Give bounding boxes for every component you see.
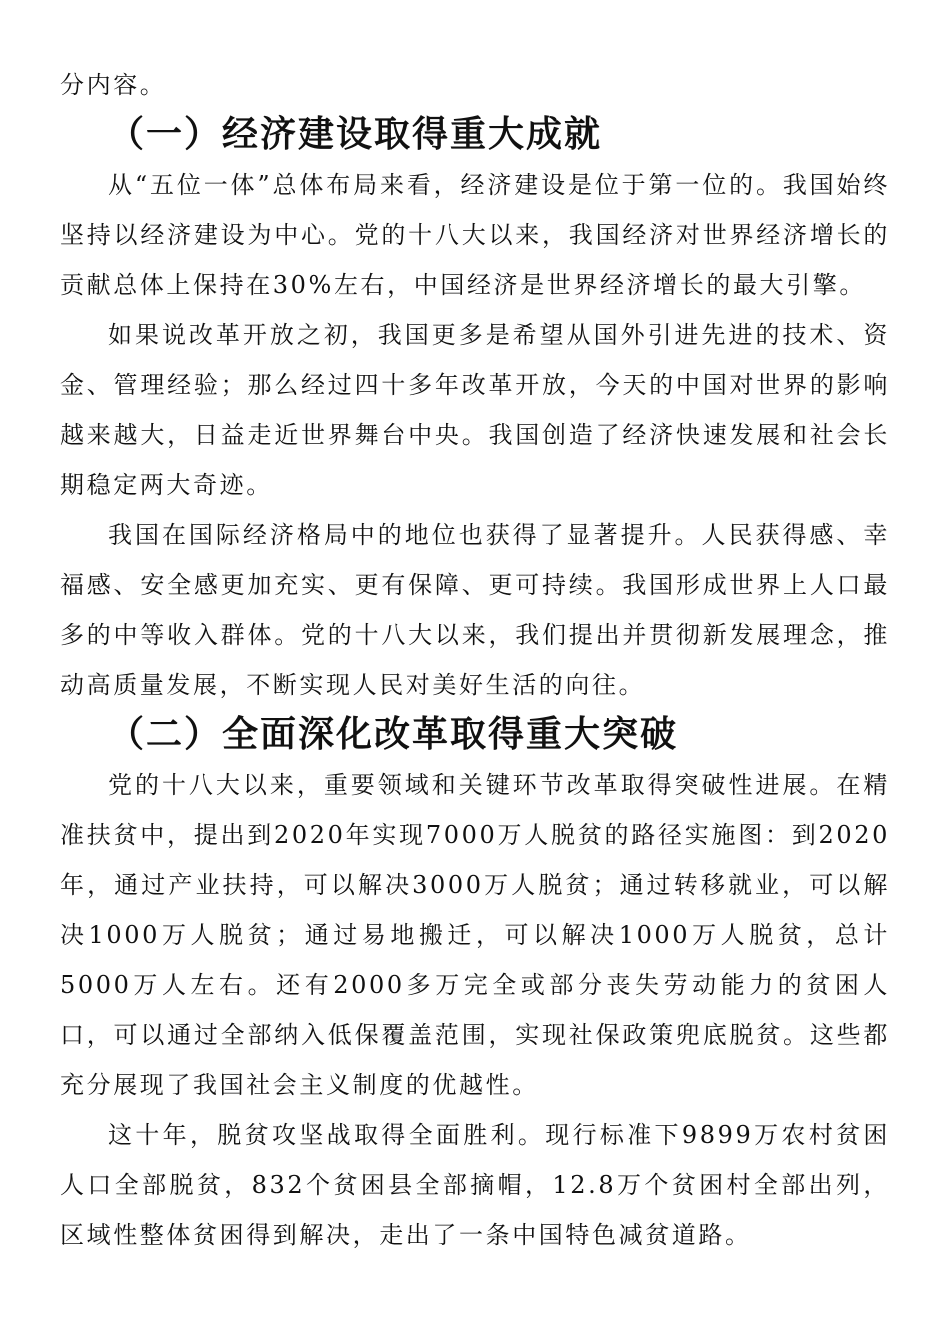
paragraph-economy-2: 如果说改革开放之初，我国更多是希望从国外引进先进的技术、资金、管理经验；那么经过四十多年改革开放，今天的中国对世界的影响越来越大，日益走近世界舞台中央。我国创造了经济快速发展和社会长期稳定两大奇迹。 [60, 321, 890, 499]
document-page [60, 60, 890, 1260]
paragraph-reform-1: 党的十八大以来，重要领域和关键环节改革取得突破性进展。在精准扶贫中，提出到2020年实现7000万人脱贫的路径实施图：到2020年，通过产业扶持，可以解决3000万人脱贫；通过转移就业，可以解决1000万人脱贫；通过易地搬迁，可以解决1000万人脱贫，总计5000万人左右。还有2000多万完全或部分丧失劳动能力的贫困人口，可以通过全部纳入低保覆盖范围，实现社保政策兜底脱贫。这些都充分展现了我国社会主义制度的优越性。 [60, 771, 890, 1099]
paragraph-economy-3: 我国在国际经济格局中的地位也获得了显著提升。人民获得感、幸福感、安全感更加充实、更有保障、更可持续。我国形成世界上人口最多的中等收入群体。党的十八大以来，我们提出并贯彻新发展理念，推动高质量发展，不断实现人民对美好生活的向往。 [60, 521, 890, 699]
intro-fragment: 分内容。 [60, 71, 167, 99]
paragraph-reform-2: 这十年，脱贫攻坚战取得全面胜利。现行标准下9899万农村贫困人口全部脱贫，832个贫困县全部摘帽，12.8万个贫困村全部出列，区域性整体贫困得到解决，走出了一条中国特色减贫道路。 [60, 1121, 890, 1249]
section-heading-reform: （二）全面深化改革取得重大突破 [108, 714, 679, 755]
paragraph-economy-1: 从“五位一体”总体布局来看，经济建设是位于第一位的。我国始终坚持以经济建设为中心。党的十八大以来，我国经济对世界经济增长的贡献总体上保持在30%左右，中国经济是世界经济增长的最大引擎。 [60, 171, 890, 299]
section-heading-economy: （一）经济建设取得重大成就 [108, 114, 603, 155]
